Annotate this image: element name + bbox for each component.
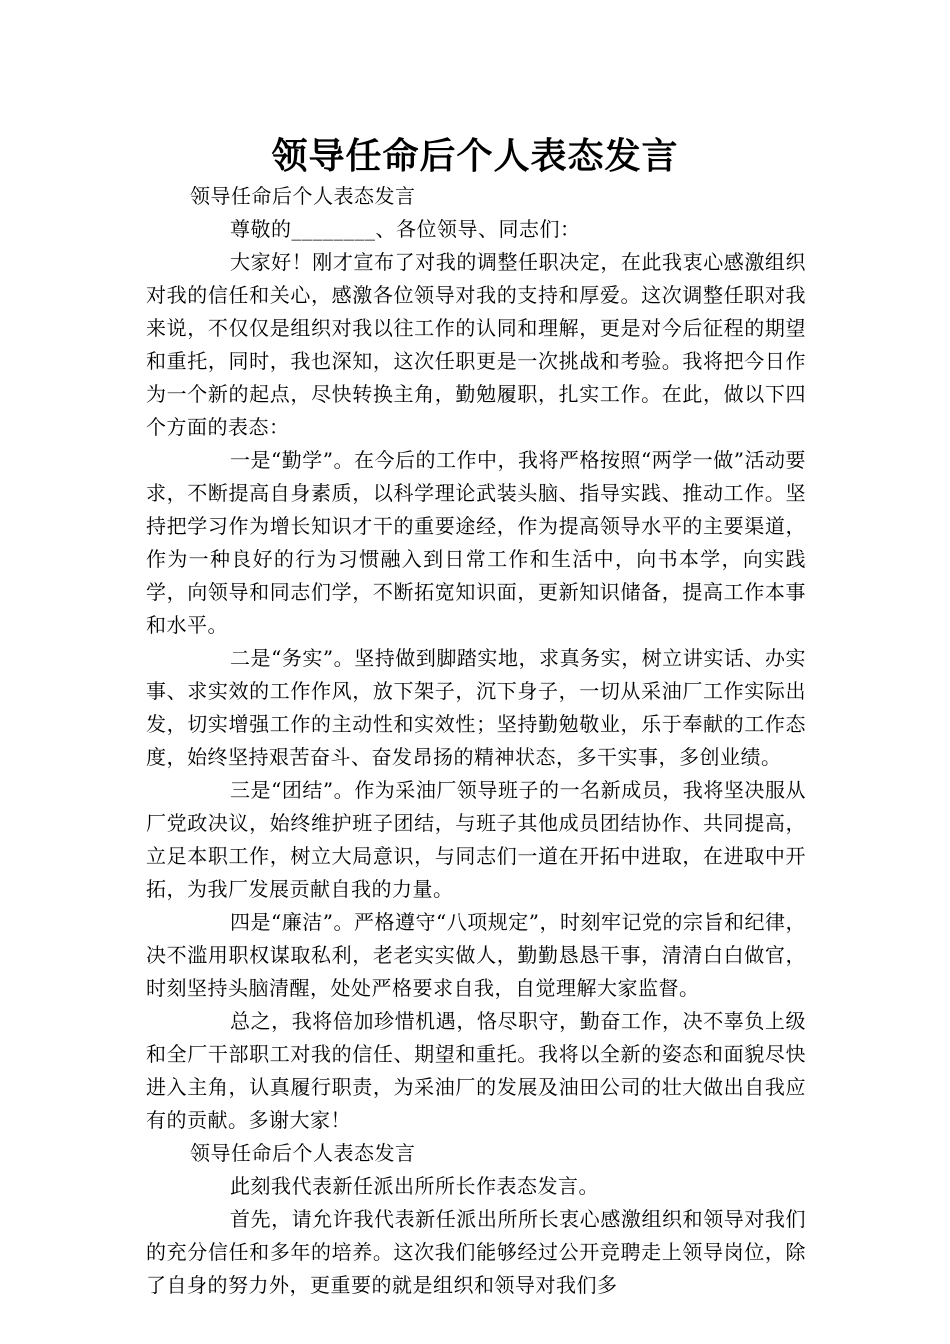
salutation: 尊敬的________、各位领导、同志们： <box>230 217 581 241</box>
paragraph-diligent-study: 一是“勤学”。在今后的工作中，我将严格按照“两学一做”活动要求，不断提高自身素质，以科学理论武装头脑、指导实践、推动工作。坚持把学习作为增长知识才干的重要途经，作为提高领导水平的主要渠道，作为一种良好的行为习惯融入到日常工作和生活中，向书本学，向实践学，向领导和同志们学，不断拓宽知识面，更新知识储备，提高工作本事和水平。 <box>146 448 806 637</box>
section-heading-2: 领导任命后个人表态发言 <box>190 1141 416 1165</box>
paragraph-conclusion: 总之，我将倍加珍惜机遇，恪尽职守，勤奋工作，决不辜负上级和全厂干部职工对我的信任、期望和重托。我将以全新的姿态和面貌尽快进入主角，认真履行职责，为采油厂的发展及油田公司的壮大做出自我应有的贡献。多谢大家！ <box>146 1009 806 1132</box>
paragraph-gratitude-2: 首先，请允许我代表新任派出所所长衷心感激组织和领导对我们的充分信任和多年的培养。这次我们能够经过公开竞聘走上领导岗位，除了自身的努力外，更重要的就是组织和领导对我们多 <box>146 1207 806 1297</box>
paragraph-integrity: 四是“廉洁”。严格遵守“八项规定”，时刻牢记党的宗旨和纪律，决不滥用职权谋取私利，老老实实做人，勤勤恳恳干事，清清白白做官，时刻坚持头脑清醒，处处严格要求自我，自觉理解大家监督。 <box>146 910 806 1000</box>
paragraph-pragmatism: 二是“务实”。坚持做到脚踏实地，求真务实，树立讲实话、办实事、求实效的工作作风，放下架子，沉下身子，一切从采油厂工作实际出发，切实增强工作的主动性和实效性；坚持勤勉敬业，乐于奉献的工作态度，始终坚持艰苦奋斗、奋发昂扬的精神状态，多干实事，多创业绩。 <box>146 646 806 769</box>
paragraph-intro-2: 此刻我代表新任派出所所长作表态发言。 <box>230 1174 599 1198</box>
document-body <box>146 180 806 1302</box>
paragraph-unity: 三是“团结”。作为采油厂领导班子的一名新成员，我将坚决服从厂党政决议，始终维护班子团结，与班子其他成员团结协作、共同提高，立足本职工作，树立大局意识，与同志们一道在开拓中进取，在进取中开拓，为我厂发展贡献自我的力量。 <box>146 778 806 901</box>
document-title: 领导任命后个人表态发言 <box>271 136 679 177</box>
body-subtitle: 领导任命后个人表态发言 <box>190 184 416 208</box>
paragraph-opening: 大家好！刚才宣布了对我的调整任职决定，在此我衷心感激组织对我的信任和关心，感激各位领导对我的支持和厚爱。这次调整任职对我来说，不仅仅是组织对我以往工作的认同和理解，更是对今后征程的期望和重托，同时，我也深知，这次任职更是一次挑战和考验。我将把今日作为一个新的起点，尽快转换主角，勤勉履职，扎实工作。在此，做以下四个方面的表态： <box>146 250 806 439</box>
